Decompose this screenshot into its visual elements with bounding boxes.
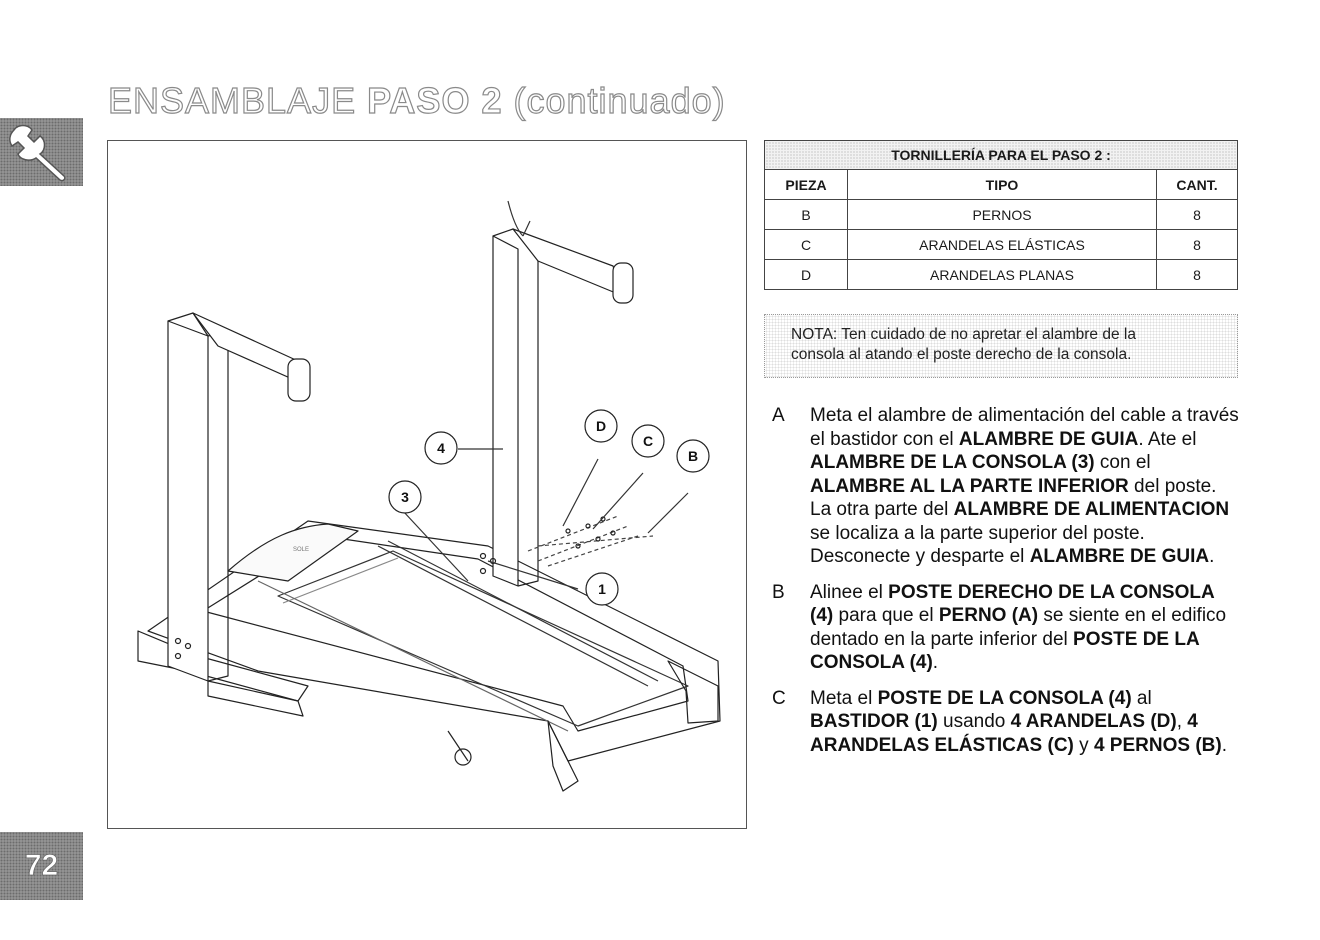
step-emphasis: BASTIDOR (1)	[810, 711, 938, 732]
running-belt	[278, 551, 688, 726]
transport-wheel	[455, 749, 471, 765]
col-header-part: PIEZA	[765, 170, 848, 200]
step-segment: usando	[937, 711, 1011, 732]
left-console-post	[168, 321, 208, 681]
cell-type: PERNOS	[848, 200, 1157, 230]
hardware-table-caption: TORNILLERÍA PARA EL PASO 2 :	[765, 141, 1238, 170]
table-row	[765, 260, 1238, 290]
step-emphasis: ALAMBRE DE GUIA	[958, 428, 1139, 450]
console-wire	[508, 201, 530, 236]
step-emphasis: POSTE DE LA CONSOLA (4)	[810, 628, 1199, 673]
step-segment: .	[1209, 546, 1215, 567]
brand-mark: SOLE	[293, 547, 310, 553]
step-segment: con el	[1094, 452, 1151, 473]
note-box	[764, 314, 1238, 378]
step-letter: A	[772, 405, 785, 426]
step-segment: Meta el	[810, 687, 878, 709]
step-segment: Alinee el	[810, 581, 889, 603]
step-emphasis: 4 ARANDELAS (D)	[1010, 711, 1177, 732]
callout-d	[585, 410, 617, 442]
callout-4-label: 4	[437, 440, 445, 456]
step-emphasis: ALAMBRE AL LA PARTE INFERIOR	[810, 475, 1129, 497]
cell-type: ARANDELAS ELÁSTICAS	[848, 230, 1157, 260]
hardware-table-header	[765, 170, 1238, 200]
title-continued: (continuado)	[502, 80, 726, 121]
cell-part: D	[765, 260, 848, 290]
callout-3	[389, 481, 421, 513]
step-c	[772, 687, 1242, 758]
callout-d-label: D	[595, 418, 607, 434]
step-emphasis: 4 ARANDELAS ELÁSTICAS (C)	[810, 711, 1198, 756]
col-header-qty: CANT.	[1157, 170, 1238, 200]
step-text	[810, 581, 1242, 675]
callout-c	[632, 425, 664, 457]
step-text	[810, 687, 1242, 758]
step-emphasis: POSTE DE LA CONSOLA (4)	[877, 687, 1132, 709]
callout-b	[677, 440, 709, 472]
title-step: PASO 2	[367, 80, 503, 121]
col-header-type: TIPO	[848, 170, 1157, 200]
right-console-post	[493, 236, 518, 586]
callout-b-label: B	[687, 448, 699, 464]
step-letter: B	[772, 581, 785, 603]
callout-4	[425, 432, 457, 464]
step-letter: C	[772, 687, 786, 709]
step-a	[772, 404, 1242, 569]
callout-c-label: C	[642, 433, 654, 449]
step-segment: Meta el alambre de alimentación del cable a través el bastidor con el	[810, 405, 1239, 450]
step-emphasis: ALAMBRE DE ALIMENTACION	[953, 499, 1230, 520]
step-segment: para que el	[833, 605, 939, 626]
wrench-icon	[6, 120, 78, 184]
page-number-tab	[0, 832, 83, 900]
cell-type: ARANDELAS PLANAS	[848, 260, 1157, 290]
callout-1	[586, 573, 618, 605]
step-segment: .	[1221, 734, 1227, 756]
cell-qty: 8	[1157, 230, 1238, 260]
assembly-figure	[107, 140, 747, 829]
step-emphasis: PERNO (A)	[938, 605, 1039, 626]
step-emphasis: POSTE DERECHO DE LA CONSOLA (4)	[810, 581, 1215, 626]
hardware-bolts	[528, 516, 653, 566]
cell-part: B	[765, 200, 848, 230]
step-b	[772, 581, 1242, 675]
hardware-table	[764, 140, 1238, 290]
cell-qty: 8	[1157, 260, 1238, 290]
table-row	[765, 230, 1238, 260]
instruction-steps	[772, 404, 1242, 769]
step-segment: al	[1131, 687, 1152, 709]
page-number: 72	[24, 849, 59, 882]
step-segment: ,	[1176, 711, 1188, 732]
table-row	[765, 200, 1238, 230]
cell-qty: 8	[1157, 200, 1238, 230]
step-segment: del poste. La otra parte del	[810, 475, 1217, 520]
note-line-2: consola al atando el poste derecho de la consola.	[791, 346, 1132, 363]
title-section: ENSAMBLAJE	[108, 80, 368, 121]
step-segment: se siente en el edifico dentado en la parte inferior del	[810, 605, 1227, 650]
step-segment: se localiza a la parte superior del poste. Desconecte y desparte el	[810, 522, 1145, 567]
step-emphasis: 4 PERNOS (B)	[1093, 734, 1222, 756]
step-text	[810, 404, 1242, 569]
note-line-1: NOTA: Ten cuidado de no apretar el alambre de la	[791, 326, 1136, 343]
step-emphasis: ALAMBRE DE GUIA	[1029, 546, 1210, 567]
callout-1-label: 1	[598, 581, 606, 597]
page-title	[108, 80, 726, 122]
step-segment: y	[1073, 734, 1094, 756]
step-segment: . Ate el	[1138, 428, 1197, 450]
callout-3-label: 3	[401, 489, 409, 505]
section-tab	[0, 118, 83, 186]
treadmill-illustration	[108, 141, 746, 828]
cell-part: C	[765, 230, 848, 260]
right-handlebar	[513, 229, 623, 296]
step-emphasis: ALAMBRE DE LA CONSOLA (3)	[810, 452, 1095, 473]
step-segment: .	[932, 652, 939, 673]
